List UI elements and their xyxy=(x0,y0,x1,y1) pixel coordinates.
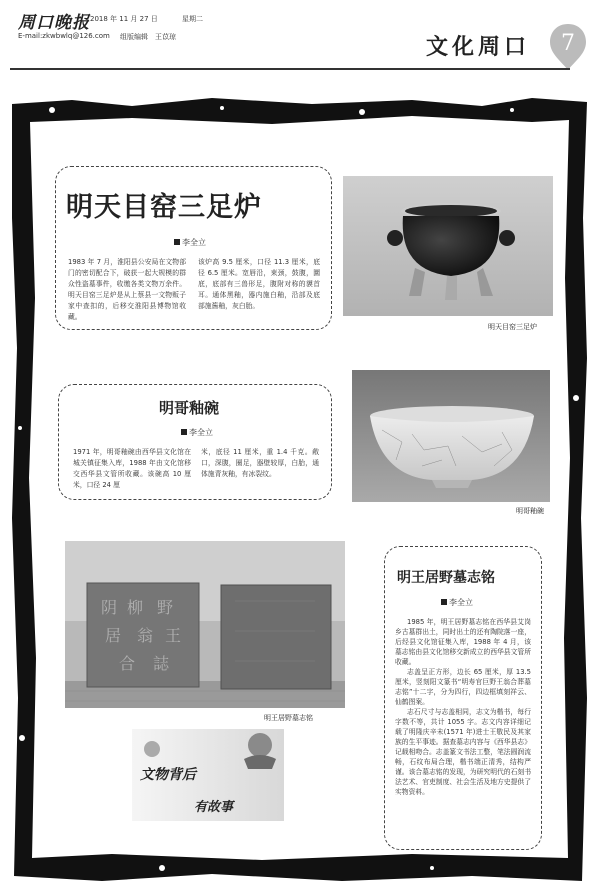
author-marker-icon xyxy=(174,239,180,245)
article-bowl-col1: 1971 年，明哥釉碗由西华县文化馆在城关镇征集入库，1988 年由文化馆移交西华县文管所收藏。该碗高 10 厘米，口径 24 厘 xyxy=(73,448,191,489)
bowl-photo xyxy=(352,370,550,502)
article-epitaph-p1: 1985 年，明王居野墓志铭在西华县艾岗乡古墓群出土，同时出土的还有陶院落一座，后经县文化馆征集入库，1988 年 4 月，该墓志铭由县文化馆移交新成立的西华县文管所收藏。 xyxy=(395,618,531,666)
article-epitaph-p2: 志盖呈正方形，边长 65 厘米，厚 13.5 厘米，竖刻阳文篆书“明寿官巨野王翁合葬墓志铭”十二字，分为四行，四边框填刻祥云、仙鹤图案。 xyxy=(395,668,531,706)
header-rule xyxy=(10,68,570,70)
article-tripod-col2: 该炉高 9.5 厘米，口径 11.3 厘米，底径 6.5 厘米。宽唇沿，束颈，鼓腹，圜底，底部有三兽形足，腹附对称的貘首耳。通体黑釉，器内施白釉，沿部及底部施酱釉，灰白胎。 xyxy=(198,258,320,310)
page-number: 7 xyxy=(561,31,575,56)
page-number-badge xyxy=(548,22,588,72)
article-epitaph-title: 明王居野墓志铭 xyxy=(397,570,495,586)
tripod-photo xyxy=(343,176,553,316)
header-date: 2018 年 11 月 27 日 xyxy=(90,15,158,23)
header-editor-name: 王苡琼 xyxy=(155,33,176,41)
svg-text:合: 合 xyxy=(119,654,136,673)
article-epitaph-p3: 志石尺寸与志盖相同，志文为楷书，每行字数不等，共计 1055 字。志文内容详细记载了明隆庆辛未(1571 年)进士王敬民及其家族的生平事迹。据查墓志内容与《西华县志》记载相吻合。志盖篆文书法工整，笔法圆润流畅，石纹布局合理，楷书端正清秀，结构严谨。该合墓志铭的发现，为研究明代的石刻书法艺术、官吏制度、社会生活及地方史提供了实物资料。 xyxy=(395,708,531,796)
author-marker-icon xyxy=(181,429,187,435)
header-email: E-mail:zkwbwlq@126.com xyxy=(18,32,110,40)
svg-text:阴: 阴 xyxy=(101,598,118,617)
article-tripod-box xyxy=(55,166,332,330)
bowl-caption: 明哥釉碗 xyxy=(516,507,544,515)
article-bowl-author: 李全立 xyxy=(181,427,213,438)
banner-image xyxy=(132,729,284,821)
masthead: 周口晚报 xyxy=(18,13,90,33)
svg-text:王: 王 xyxy=(165,626,182,645)
article-epitaph-author: 李全立 xyxy=(441,597,473,608)
svg-text:翁: 翁 xyxy=(137,626,154,645)
svg-text:居: 居 xyxy=(105,626,122,645)
header-editor-label: 组版编辑 xyxy=(120,33,148,41)
section-title: 文化周口 xyxy=(426,34,531,60)
tripod-caption: 明天目窑三足炉 xyxy=(488,323,537,331)
epitaph-photo xyxy=(65,541,345,708)
svg-text:柳: 柳 xyxy=(127,598,144,617)
header-weekday: 星期二 xyxy=(182,15,203,23)
svg-text:誌: 誌 xyxy=(153,654,170,673)
article-tripod-author: 李全立 xyxy=(174,237,206,248)
banner-line1: 文物背后 xyxy=(140,767,196,783)
article-bowl-col2: 米，底径 11 厘米，重 1.4 千克。敞口，深腹，圈足，器壁较厚，白胎，通体施青灰釉，有冰裂纹。 xyxy=(201,448,319,478)
article-tripod-title: 明天目窑三足炉 xyxy=(66,192,262,223)
svg-text:野: 野 xyxy=(157,598,174,617)
banner-line2: 有故事 xyxy=(194,800,234,815)
article-epitaph-box xyxy=(384,546,542,850)
epitaph-caption: 明王居野墓志铭 xyxy=(264,714,313,722)
article-bowl-box xyxy=(58,384,332,500)
article-bowl-title: 明哥釉碗 xyxy=(159,399,220,417)
article-tripod-col1: 1983 年 7 月，淮阳县公安局在文物部门的密切配合下，破获一起大规模的群众性盗墓事件，收缴各类文物万余件。明天目窑三足炉是从上蔡县一文物贩子家中查扣的，后移交淮阳县博物馆收藏。 xyxy=(68,258,186,321)
author-marker-icon xyxy=(441,599,447,605)
